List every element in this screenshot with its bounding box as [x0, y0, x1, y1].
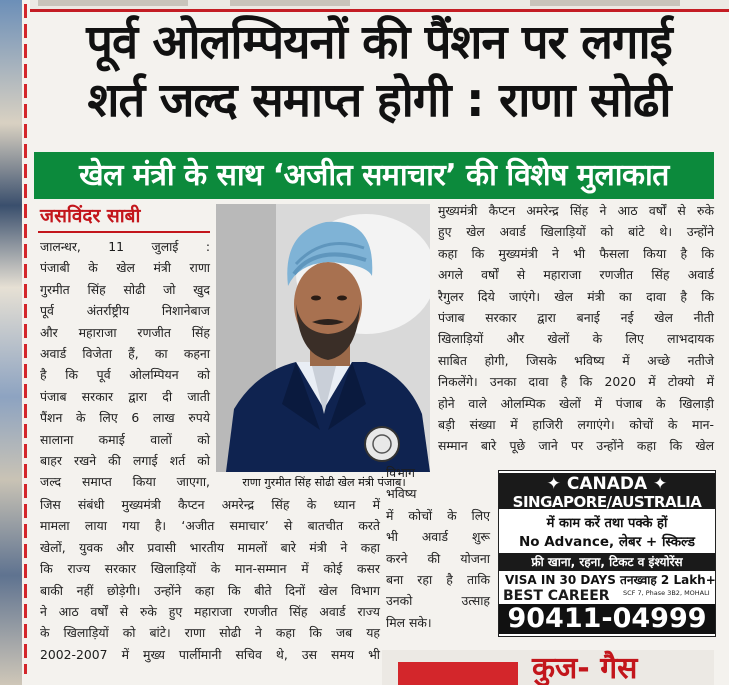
ad-country-box: [499, 473, 715, 509]
text-line: अगले वर्षों से महाराजा रणजीत सिंह अवार्ड: [438, 267, 714, 283]
ad-line-work: में काम करें तथा पक्के हों: [546, 516, 668, 531]
headline-line-2: शर्त जल्द समाप्त होगी : राणा सोढी: [87, 73, 671, 128]
text-line: खेलों, युवक और प्रवासी भारतीय मामलों बारे मंत्री ने कहा: [40, 539, 380, 555]
text-line: भविष्य: [386, 486, 417, 502]
text-line: विभाग: [386, 465, 415, 480]
text-line: गुरमीत सिंह सोढी जो खुद: [40, 281, 210, 297]
subheadline-banner: खेल मंत्री के साथ ‘अजीत समाचार’ की विशेष मुलाकात: [34, 152, 714, 199]
ad-line-no-advance: No Advance, लेबर + स्किल्ड: [518, 534, 696, 550]
text-line: जालन्धर, 11 जुलाई :: [40, 239, 210, 254]
text-line: है कि पूर्व ओलम्पियन को: [40, 367, 210, 383]
text-line: मामला लाया गया है। ‘अजीत समाचार’ से बातचीत करते: [40, 518, 380, 534]
article-column-1: [40, 236, 210, 493]
text-line: भी अवार्ड शुरू: [386, 529, 490, 545]
kangaroo-icon: ✦: [647, 474, 668, 494]
top-rule: [30, 9, 729, 12]
text-line: 2002-2007 में मुख्य पार्लीमानी सचिव थे, उस समय भी: [40, 646, 380, 662]
byline: जसविंदर साबी: [40, 205, 141, 227]
text-line: उनको उत्साह: [386, 593, 490, 609]
ad-address: SCF 7, Phase 3B2, MOHALI: [623, 589, 710, 597]
ad-singapore-australia: SINGAPORE/AUSTRALIA: [512, 493, 702, 511]
text-line: में कोचों के लिए: [386, 507, 490, 523]
text-line: मिल सके।: [386, 614, 432, 630]
text-line: बना रहा है ताकि: [386, 572, 490, 588]
photo-caption: राणा गुरमीत सिंह सोढी खेल मंत्री पंजाब।: [242, 476, 406, 489]
text-line: बाहर रखने की लगाई शर्त को: [40, 453, 210, 469]
ad-line-free: फ्री खाना, रहना, टिकट व इंश्योरेंस: [499, 553, 715, 571]
maple-leaf-icon: ✦: [546, 474, 567, 494]
bottom-ad-text: कुज- गैस: [532, 651, 638, 685]
top-fragment-block: [38, 0, 188, 6]
ad-career: BEST CAREER: [503, 588, 610, 604]
text-line: मुख्यमंत्री कैप्टन अमरेन्द्र सिंह ने आठ वर्षों से रुके: [438, 203, 714, 218]
portrait-illustration: [216, 204, 430, 472]
text-line: जल्द समाप्त किया जाएगा,: [40, 474, 210, 490]
immigration-advertisement: [498, 470, 716, 637]
byline-rule: [38, 231, 210, 233]
text-line: पंजाब सरकार द्वारा बनाई नई खेल नीती: [438, 310, 714, 326]
text-line: करने की योजना: [386, 550, 490, 566]
left-column-rule: [24, 4, 27, 674]
bottom-ad-red-block: [398, 662, 518, 685]
text-line: के खिलाड़ियों को बांटे। राणा सोढी ने कहा कि जब यह: [40, 625, 380, 641]
bottom-advertisement-fragment: [382, 650, 714, 685]
ad-canada: [499, 475, 715, 493]
text-line: रैगुलर दिये जाएंगे। खेल मंत्री का दावा है कि: [438, 288, 714, 304]
text-line: पंजाब सरकार द्वारा दी जाती: [40, 388, 210, 404]
adjacent-page-strip: [0, 0, 22, 685]
text-line: पूर्व अंतर्राष्ट्रीय निशानेबाज: [40, 303, 210, 319]
ad-career-row: [499, 589, 715, 603]
ad-line-visa: VISA IN 30 DAYS तनख्वाह 2 Lakh+: [505, 573, 716, 587]
article-wide-text: [40, 494, 380, 665]
text-line: बाकी नहीं छोड़ेगी। उन्होंने कहा कि बीते दिनों खेल विभाग: [40, 582, 380, 598]
top-fragment-block: [230, 0, 350, 6]
headline-line-1: पूर्व ओलम्पियनों की पैंशन पर लगाई: [86, 15, 672, 70]
ad-phone-number: 90411-04999: [499, 604, 715, 634]
text-line: पंजाबी के खेल मंत्री राणा: [40, 260, 210, 276]
text-line: साबित होगी, जिसके भविष्य में अच्छे नतीजे: [438, 352, 714, 368]
article-column-3: [386, 462, 490, 633]
text-line: सालाना कमाई वालों को: [40, 431, 210, 447]
ad-canada-text: CANADA: [566, 474, 648, 494]
text-line: अवार्ड विजेता हैं, का कहना: [40, 346, 210, 362]
headline: [34, 14, 724, 130]
text-line: खिलाड़ियों और खेलों के लिए लाभदायक: [438, 331, 714, 347]
text-line: कि राज्य सरकार खिलाड़ियों के मान-सम्मान में कोई कसर: [40, 561, 380, 577]
text-line: पैंशन के लिए 6 लाख रुपये: [40, 410, 210, 426]
text-line: होने वाले ओलम्पिक खेलों में पंजाब के खिलाड़ी: [438, 395, 714, 411]
text-line: कहा कि मुख्यमंत्री ने भी फैसला किया है कि: [438, 245, 714, 261]
text-line: जिस संबंधी मुख्यमंत्री कैप्टन अमरेन्द्र सिंह के ध्यान में: [40, 497, 380, 512]
text-line: सम्मान बारे पूछे जाने पर उन्होंने कहा कि खेल: [438, 438, 714, 454]
text-line: हुए खेल अवार्ड खिलाड़ियों को बांटे थे। उन्होंने: [438, 224, 714, 240]
text-line: और महाराजा रणजीत सिंह: [40, 324, 210, 340]
text-line: ने आठ वर्षों से रुके हुए महाराजा रणजीत सिंह अवार्ड राज्य: [40, 604, 380, 620]
minister-photo: [216, 204, 430, 472]
text-line: निकलेंगे। उनका दावा है कि 2020 में टोक्यो में: [438, 374, 714, 390]
article-column-2: [438, 200, 714, 457]
text-line: बड़ी संख्या में हाजिरी लगाएंगे। कोचों के मान-: [438, 417, 714, 433]
top-fragment-block: [530, 0, 680, 6]
